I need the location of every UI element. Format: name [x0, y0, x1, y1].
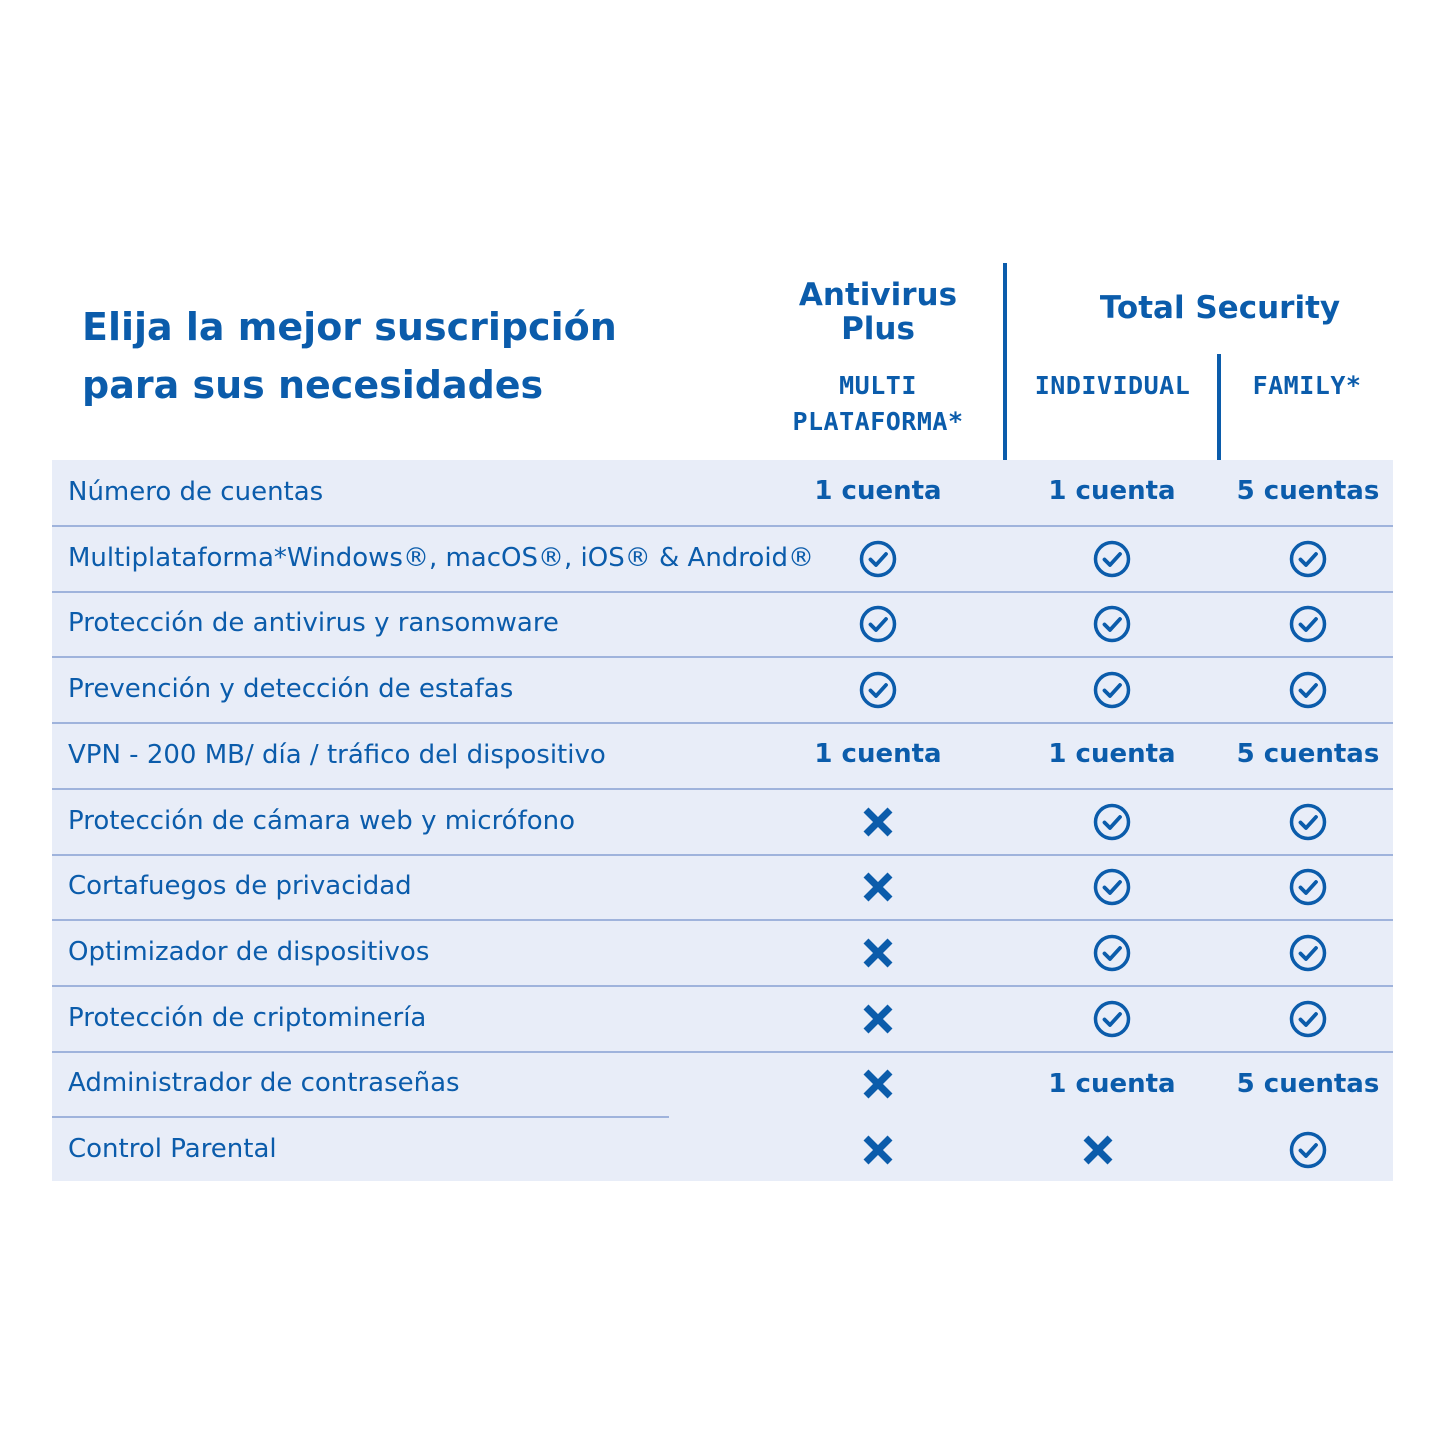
plan-family-header: FAMILY*	[1252, 371, 1362, 400]
feature-label: Número de cuentas	[68, 477, 324, 507]
account-count: 5 cuentas	[1236, 1069, 1380, 1099]
check-icon	[1208, 986, 1408, 1052]
table-row	[52, 1117, 1393, 1183]
cell-value-individual	[1002, 1051, 1222, 1117]
account-count: 5 cuentas	[1236, 476, 1380, 506]
check-icon	[1002, 789, 1222, 855]
title-line-1: Elija la mejor suscripción	[82, 305, 617, 349]
check-icon	[1208, 657, 1408, 723]
cell-value-multiplataforma	[768, 460, 988, 526]
cell-value-multiplataforma	[768, 723, 988, 789]
feature-label: Control Parental	[68, 1134, 277, 1164]
cell-value-family	[1208, 723, 1408, 789]
plan-multiplataforma-header	[758, 368, 998, 440]
check-icon	[1208, 1117, 1408, 1183]
plan-multi-line-2: PLATAFORMA*	[792, 407, 964, 436]
check-icon	[1208, 920, 1408, 986]
total-security-header: Total Security	[1099, 290, 1341, 326]
account-count: 1 cuenta	[1048, 476, 1176, 506]
cell-value-family	[1208, 1051, 1408, 1117]
check-icon	[768, 526, 988, 592]
feature-label: Prevención y detección de estafas	[68, 674, 514, 704]
check-icon	[1002, 920, 1222, 986]
check-icon	[1002, 986, 1222, 1052]
feature-label: Multiplataforma*Windows®, macOS®, iOS® & Android®	[68, 543, 815, 573]
table-row	[52, 986, 1393, 1052]
check-icon	[1002, 657, 1222, 723]
cell-value-individual	[1002, 723, 1222, 789]
plan-multi-line-1: MULTI	[839, 371, 917, 400]
cross-icon	[768, 1051, 988, 1117]
check-icon	[1208, 789, 1408, 855]
cell-value-individual	[1002, 460, 1222, 526]
account-count: 1 cuenta	[1048, 1069, 1176, 1099]
check-icon	[1002, 526, 1222, 592]
feature-label: Optimizador de dispositivos	[68, 937, 430, 967]
plan-individual-header: INDIVIDUAL	[1034, 371, 1191, 400]
cross-icon	[768, 920, 988, 986]
cross-icon	[768, 986, 988, 1052]
cell-value-family	[1208, 460, 1408, 526]
title-line-2: para sus necesidades	[82, 363, 544, 407]
table-row	[52, 789, 1393, 855]
check-icon	[1002, 854, 1222, 920]
cross-icon	[768, 789, 988, 855]
table-row	[52, 460, 1393, 526]
table-row	[52, 657, 1393, 723]
cross-icon	[768, 1117, 988, 1183]
check-icon	[1208, 526, 1408, 592]
comparison-table	[52, 460, 1393, 1181]
column-divider-plans	[1217, 354, 1221, 460]
feature-label: Protección de criptominería	[68, 1003, 427, 1033]
account-count: 1 cuenta	[1048, 739, 1176, 769]
table-row	[52, 723, 1393, 789]
check-icon	[1002, 591, 1222, 657]
feature-label: Protección de antivirus y ransomware	[68, 608, 559, 638]
feature-label: Administrador de contraseñas	[68, 1068, 460, 1098]
check-icon	[1208, 854, 1408, 920]
feature-label: Protección de cámara web y micrófono	[68, 806, 576, 836]
feature-label: VPN - 200 MB/ día / tráfico del dispositivo	[68, 740, 606, 770]
table-row	[52, 1051, 1393, 1117]
account-count: 1 cuenta	[814, 476, 942, 506]
cross-icon	[988, 1117, 1208, 1183]
column-divider-main	[1003, 263, 1007, 460]
cross-icon	[768, 854, 988, 920]
table-row	[52, 854, 1393, 920]
check-icon	[768, 657, 988, 723]
check-icon	[768, 591, 988, 657]
antivirus-plus-line-1: Antivirus	[798, 277, 958, 313]
account-count: 1 cuenta	[814, 739, 942, 769]
antivirus-plus-header	[768, 278, 988, 346]
feature-label: Cortafuegos de privacidad	[68, 871, 412, 901]
page-title	[82, 298, 722, 414]
antivirus-plus-line-2: Plus	[841, 311, 915, 347]
check-icon	[1208, 591, 1408, 657]
account-count: 5 cuentas	[1236, 739, 1380, 769]
table-row	[52, 591, 1393, 657]
table-row	[52, 526, 1393, 592]
table-row	[52, 920, 1393, 986]
